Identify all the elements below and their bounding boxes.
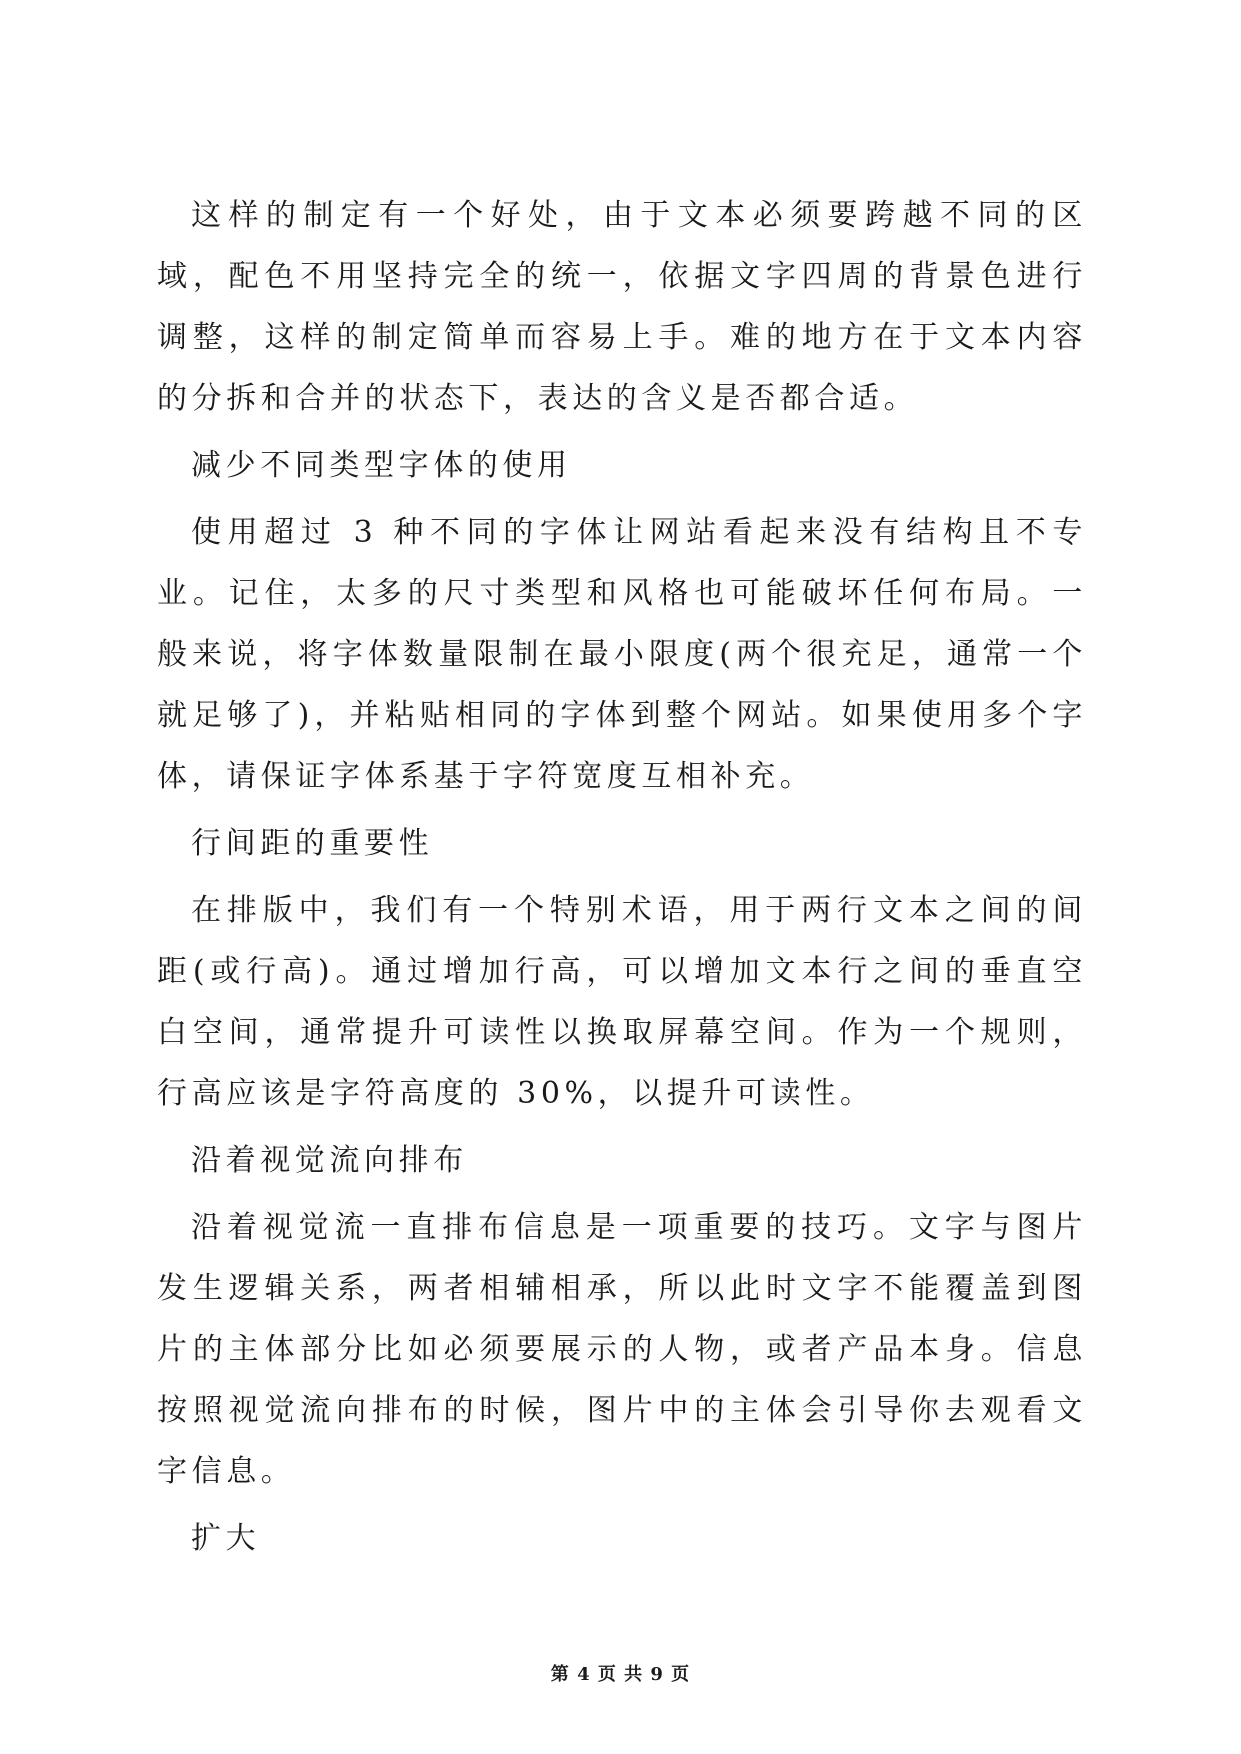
heading-line-spacing: 行间距的重要性 <box>191 826 434 861</box>
paragraph-line-height: 在排版中，我们有一个特别术语，用于两行文本之间的间距(或行高)。通过增加行高，可以增加文本行之间的垂直空白空间，通常提升可读性以换取屏幕空间。作为一个规则，行高应该是字符高度的 30%，以提升可读性。 <box>157 893 1087 1111</box>
heading-expand: 扩大 <box>191 1521 261 1556</box>
page-number-footer: 第 4 页 共 9 页 <box>550 1664 691 1685</box>
heading-visual-flow: 沿着视觉流向排布 <box>191 1143 468 1178</box>
paragraph-color-design: 这样的制定有一个好处，由于文本必须要跨越不同的区域，配色不用坚持完全的统一，依据文字四周的背景色进行调整，这样的制定简单而容易上手。难的地方在于文本内容的分拆和合并的状态下，表达的含义是否都合适。 <box>157 198 1087 416</box>
document-body <box>157 185 1087 1575</box>
heading-reduce-fonts: 减少不同类型字体的使用 <box>191 448 572 483</box>
paragraph-visual-flow: 沿着视觉流一直排布信息是一项重要的技巧。文字与图片发生逻辑关系，两者相辅相承，所以此时文字不能覆盖到图片的主体部分比如必须要展示的人物，或者产品本身。信息按照视觉流向排布的时候，图片中的主体会引导你去观看文字信息。 <box>157 1210 1087 1489</box>
paragraph-font-count: 使用超过 3 种不同的字体让网站看起来没有结构且不专业。记住，太多的尺寸类型和风格也可能破坏任何布局。一般来说，将字体数量限制在最小限度(两个很充足，通常一个就足够了)，并粘贴相同的字体到整个网站。如果使用多个字体，请保证字体系基于字符宽度互相补充。 <box>157 515 1087 794</box>
